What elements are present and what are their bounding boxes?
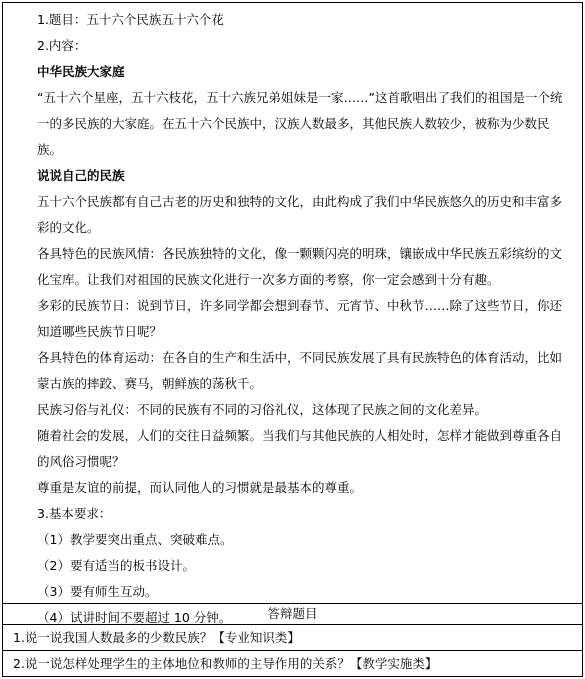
content-label: 2.内容： — [37, 38, 87, 53]
requirements-label: 3.基本要求： — [37, 506, 112, 521]
paragraph-customs-text: 各具特色的民族风情：各民族独特的文化，像一颗颗闪亮的明珠，镶嵌成中华民族五彩缤纷的文化宝库。让我们对祖国的民族文化进行一次多方面的考察，你一定会感到十分有趣。 — [37, 246, 563, 287]
paragraph-song-text: “五十六个星座，五十六枝花，五十六族兄弟姐妹是一家……”这首歌唱出了我们的祖国是一个统一的多民族的大家庭。在五十六个民族中，汉族人数最多，其他民族人数较少，被称为少数民族。 — [37, 90, 563, 157]
heading-chinese-family: 中华民族大家庭 — [37, 64, 125, 79]
paragraph-society — [13, 423, 574, 475]
requirement-item: （4）试讲时间不要超过 10 分钟。 — [37, 610, 232, 625]
requirement-item: （2）要有适当的板书设计。 — [37, 558, 195, 573]
paragraph-society-text: 随着社会的发展，人们的交往日益频繁。当我们与其他民族的人相处时，怎样才能做到尊重各自的风俗习惯呢？ — [37, 428, 563, 469]
paragraph-respect: 尊重是友谊的前提，而认同他人的习惯就是最基本的尊重。 — [37, 480, 363, 495]
paragraph-customs — [13, 241, 574, 293]
paragraph-sports — [13, 345, 574, 397]
requirement-item: （3）要有师生互动。 — [37, 584, 158, 599]
paragraph-history — [13, 189, 574, 241]
requirement-item: （1）教学要突出重点、突破难点。 — [37, 532, 233, 547]
paragraph-etiquette: 民族习俗与礼仪：不同的民族有不同的习俗礼仪，这体现了民族之间的文化差异。 — [37, 402, 488, 417]
defense-question-2: 2.说一说怎样处理学生的主体地位和教师的主导作用的关系？【教学实施类】 — [13, 656, 438, 671]
paragraph-festivals — [13, 293, 574, 345]
paragraph-sports-text: 各具特色的体育运动：在各自的生产和生活中，不同民族发展了具有民族特色的体育活动，比如蒙古族的摔跤、赛马，朝鲜族的荡秋千。 — [37, 350, 563, 391]
topic-line: 1.题目：五十六个民族五十六个花 — [37, 12, 224, 27]
paragraph-song — [13, 85, 574, 163]
paragraph-festivals-text: 多彩的民族节日：说到节日，许多同学都会想到春节、元宵节、中秋节……除了这些节日，你还知道哪些民族节日呢？ — [37, 298, 563, 339]
document-table — [2, 2, 583, 677]
paragraph-history-text: 五十六个民族都有自己古老的历史和独特的文化，由此构成了我们中华民族悠久的历史和丰富多彩的文化。 — [37, 194, 563, 235]
heading-own-nation: 说说自己的民族 — [37, 168, 125, 183]
defense-title: 答辩题目 — [267, 606, 318, 621]
defense-question-1: 1.说一说我国人数最多的少数民族？【专业知识类】 — [13, 630, 300, 645]
